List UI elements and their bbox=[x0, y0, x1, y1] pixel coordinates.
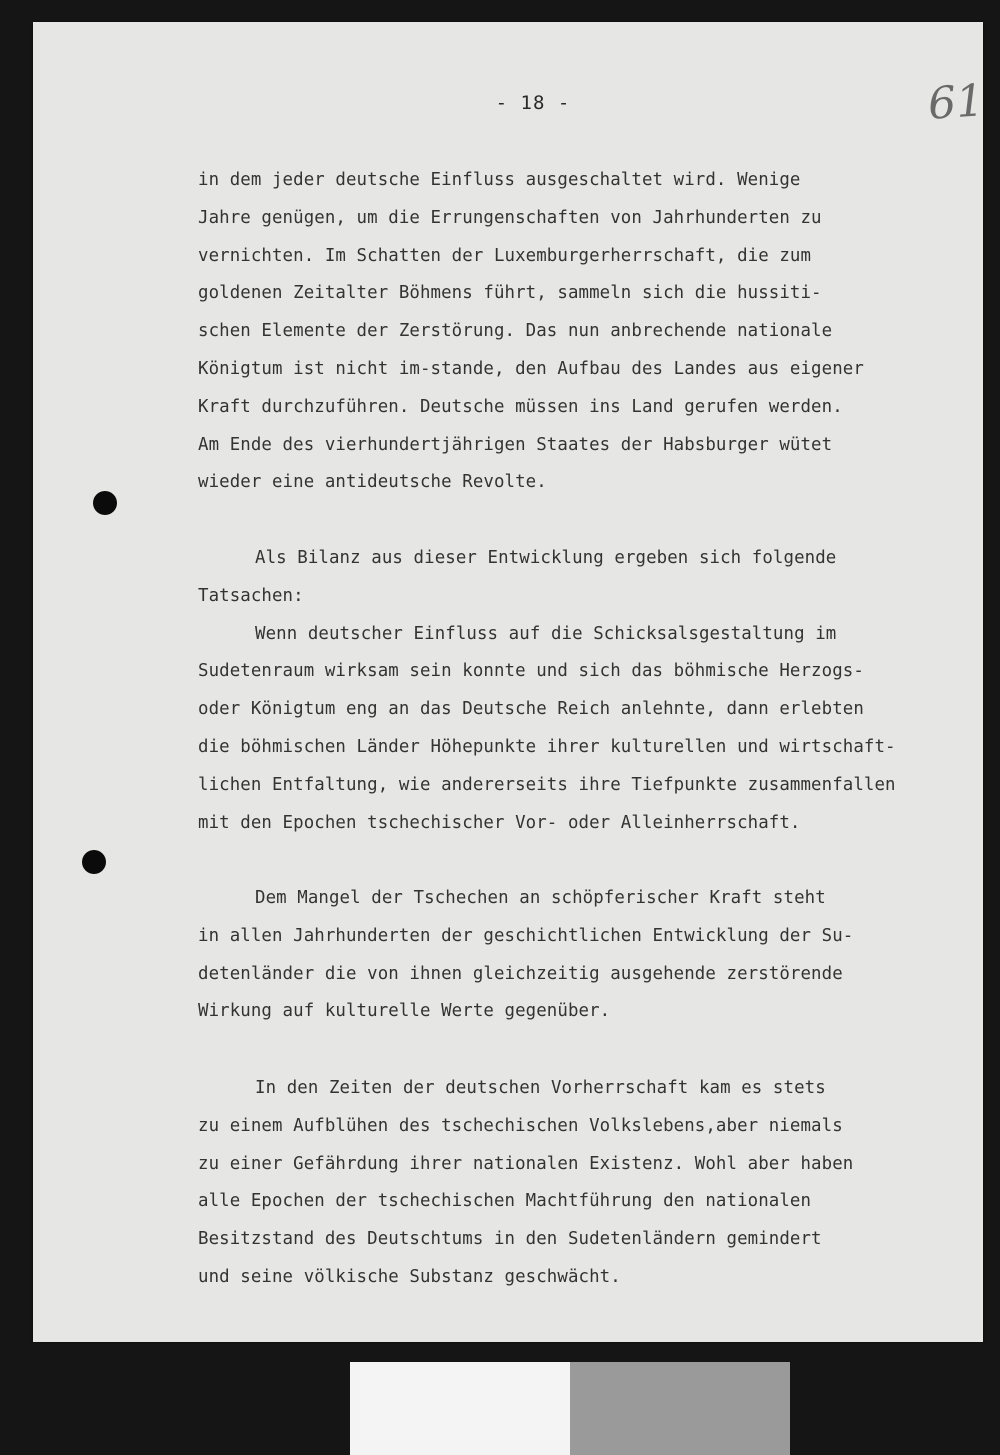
text-line: Besitzstand des Deutschtums in den Sudetenländern gemindert bbox=[198, 1229, 822, 1250]
text-line: mit den Epochen tschechischer Vor- oder Alleinherrschaft. bbox=[198, 812, 801, 833]
text-line: in dem jeder deutsche Einfluss ausgeschaltet wird. Wenige bbox=[198, 170, 801, 190]
text-line: zu einem Aufblühen des tschechischen Volkslebens,aber niemals bbox=[198, 1115, 843, 1136]
text-line: alle Epochen der tschechischen Machtführung den nationalen bbox=[198, 1191, 812, 1212]
text-line: Königtum ist nicht im-stande, den Aufbau des Landes aus eigener bbox=[198, 358, 864, 379]
text-line: wieder eine antideutsche Revolte. bbox=[198, 472, 547, 493]
handwritten-folio-number: 61 bbox=[926, 75, 986, 130]
text-line: Sudetenraum wirksam sein konnte und sich das böhmische Herzogs- bbox=[198, 661, 864, 682]
text-line: und seine völkische Substanz geschwächt. bbox=[198, 1266, 621, 1287]
text-line: Kraft durchzuführen. Deutsche müssen ins Land gerufen werden. bbox=[198, 396, 843, 417]
text-line: detenländer die von ihnen gleichzeitig ausgehende zerstörende bbox=[198, 963, 843, 984]
text-line: die böhmischen Länder Höhepunkte ihrer kulturellen und wirtschaft- bbox=[198, 736, 896, 757]
page-number: - 18 - bbox=[495, 92, 571, 114]
text-line: schen Elemente der Zerstörung. Das nun anbrechende nationale bbox=[198, 321, 833, 342]
text-line: Am Ende des vierhundertjährigen Staates der Habsburger wütet bbox=[198, 434, 833, 455]
text-line: goldenen Zeitalter Böhmens führt, sammeln sich die hussiti- bbox=[198, 283, 822, 304]
text-line: Dem Mangel der Tschechen an schöpferischer Kraft steht bbox=[255, 888, 826, 908]
text-line: Jahre genügen, um die Errungenschaften von Jahrhunderten zu bbox=[198, 207, 822, 228]
text-line: zu einer Gefährdung ihrer nationalen Existenz. Wohl aber haben bbox=[198, 1153, 854, 1174]
paragraph-2 bbox=[198, 540, 978, 842]
color-calibration-white-patch bbox=[350, 1362, 570, 1455]
punch-hole bbox=[93, 491, 117, 515]
paragraph-1 bbox=[198, 162, 978, 502]
text-line: Tatsachen: bbox=[198, 585, 304, 606]
paragraph-4 bbox=[198, 1070, 978, 1297]
text-line: lichen Entfaltung, wie andererseits ihre Tiefpunkte zusammenfallen bbox=[198, 774, 896, 795]
text-line: vernichten. Im Schatten der Luxemburgerherrschaft, die zum bbox=[198, 245, 812, 266]
text-line: Wenn deutscher Einfluss auf die Schicksalsgestaltung im bbox=[255, 623, 837, 644]
text-line: in allen Jahrhunderten der geschichtlichen Entwicklung der Su- bbox=[198, 925, 854, 946]
text-line: In den Zeiten der deutschen Vorherrschaft kam es stets bbox=[255, 1078, 826, 1098]
text-line: Wirkung auf kulturelle Werte gegenüber. bbox=[198, 1001, 611, 1022]
text-line: oder Königtum eng an das Deutsche Reich anlehnte, dann erlebten bbox=[198, 699, 864, 720]
color-calibration-gray-patch bbox=[570, 1362, 790, 1455]
paragraph-3 bbox=[198, 880, 978, 1031]
punch-hole bbox=[82, 850, 106, 874]
text-line: Als Bilanz aus dieser Entwicklung ergeben sich folgende bbox=[255, 548, 837, 568]
